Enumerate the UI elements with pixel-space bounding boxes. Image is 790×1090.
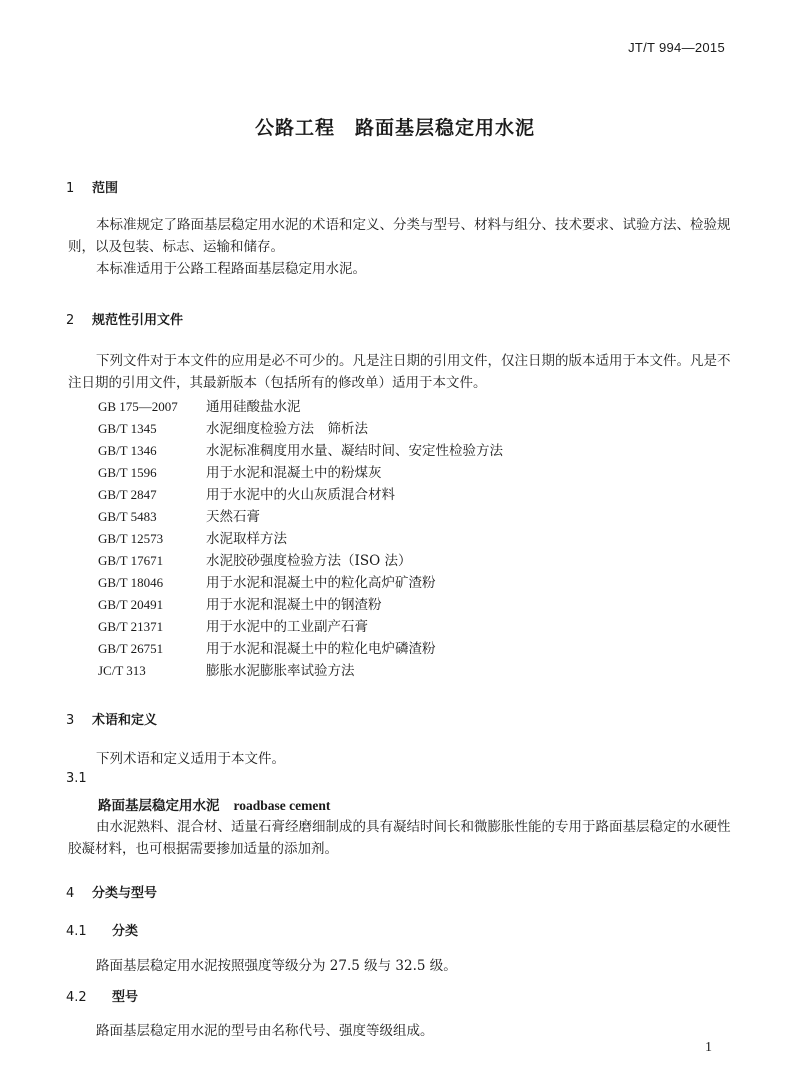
reference-title: 天然石膏 xyxy=(206,509,260,525)
reference-title: 用于水泥和混凝土中的粒化电炉磷渣粉 xyxy=(206,641,436,657)
list-item xyxy=(98,550,503,572)
list-item xyxy=(98,594,503,616)
reference-code: GB/T 1346 xyxy=(98,443,157,458)
reference-code: GB/T 12573 xyxy=(98,531,164,546)
list-item xyxy=(98,440,503,462)
reference-code: GB/T 18046 xyxy=(98,575,164,590)
reference-code: GB 175—2007 xyxy=(98,399,178,414)
reference-code: GB/T 1345 xyxy=(98,421,157,436)
reference-title: 用于水泥和混凝土中的钢渣粉 xyxy=(206,597,382,613)
section-title: 规范性引用文件 xyxy=(92,313,184,328)
reference-title: 用于水泥中的火山灰质混合材料 xyxy=(206,487,395,503)
section-4-heading xyxy=(66,882,157,901)
term-heading xyxy=(98,794,330,814)
term-number: 3.1 xyxy=(66,771,87,786)
reference-code: GB/T 26751 xyxy=(98,641,164,656)
subsection-4-2-heading xyxy=(66,986,138,1005)
list-item xyxy=(98,616,503,638)
subsection-number: 4.1 xyxy=(66,924,87,939)
reference-title: 用于水泥和混凝土中的粒化高炉矿渣粉 xyxy=(206,575,436,591)
section-1-heading xyxy=(66,177,118,196)
term-english: roadbase cement xyxy=(233,798,331,813)
reference-title: 用于水泥中的工业副产石膏 xyxy=(206,619,368,635)
reference-title: 用于水泥和混凝土中的粉煤灰 xyxy=(206,465,382,481)
reference-code: JC/T 313 xyxy=(98,663,146,678)
section-number: 2 xyxy=(66,313,75,328)
normative-references-list xyxy=(98,396,503,682)
list-item xyxy=(98,484,503,506)
section-2-paragraph-1: 下列文件对于本文件的应用是必不可少的。凡是注日期的引用文件，仅注日期的版本适用于本文件。凡是不注日期的引用文件，其最新版本（包括所有的修改单）适用于本文件。 xyxy=(68,353,731,391)
section-number: 1 xyxy=(66,181,75,196)
section-number: 4 xyxy=(66,886,75,901)
subsection-4-1-text: 路面基层稳定用水泥按照强度等级分为 27.5 级与 32.5 级。 xyxy=(96,958,457,974)
section-1-paragraph-1: 本标准规定了路面基层稳定用水泥的术语和定义、分类与型号、材料与组分、技术要求、试验方法、检验规则，以及包装、标志、运输和储存。 xyxy=(68,217,731,255)
subsection-title: 型号 xyxy=(112,990,139,1005)
section-2-heading xyxy=(66,309,183,328)
reference-code: GB/T 17671 xyxy=(98,553,164,568)
list-item xyxy=(98,418,503,440)
section-title: 分类与型号 xyxy=(92,886,158,901)
subsection-4-2-text: 路面基层稳定用水泥的型号由名称代号、强度等级组成。 xyxy=(96,1023,434,1039)
list-item xyxy=(98,506,503,528)
section-1-paragraph-2: 本标准适用于公路工程路面基层稳定用水泥。 xyxy=(96,261,366,277)
subsection-number: 4.2 xyxy=(66,990,87,1005)
term-chinese: 路面基层稳定用水泥 xyxy=(98,798,220,814)
standard-code: JT/T 994—2015 xyxy=(628,40,725,55)
page-number: 1 xyxy=(705,1040,712,1055)
reference-title: 膨胀水泥膨胀率试验方法 xyxy=(206,663,355,679)
list-item xyxy=(98,572,503,594)
reference-code: GB/T 21371 xyxy=(98,619,164,634)
reference-title: 通用硅酸盐水泥 xyxy=(206,399,301,415)
reference-code: GB/T 5483 xyxy=(98,509,157,524)
list-item xyxy=(98,462,503,484)
reference-code: GB/T 1596 xyxy=(98,465,157,480)
section-number: 3 xyxy=(66,713,75,728)
page-title: 公路工程 路面基层稳定用水泥 xyxy=(254,117,535,139)
reference-title: 水泥细度检验方法 筛析法 xyxy=(206,421,368,437)
reference-title: 水泥取样方法 xyxy=(206,531,287,547)
reference-title: 水泥标准稠度用水量、凝结时间、安定性检验方法 xyxy=(206,443,503,459)
reference-code: GB/T 2847 xyxy=(98,487,157,502)
reference-title: 水泥胶砂强度检验方法（ISO 法） xyxy=(206,553,412,569)
subsection-title: 分类 xyxy=(112,924,139,939)
list-item xyxy=(98,660,503,682)
section-3-paragraph-1: 下列术语和定义适用于本文件。 xyxy=(96,751,285,767)
reference-code: GB/T 20491 xyxy=(98,597,164,612)
section-3-heading xyxy=(66,709,157,728)
section-title: 术语和定义 xyxy=(92,713,158,728)
section-title: 范围 xyxy=(92,181,119,196)
list-item xyxy=(98,638,503,660)
list-item xyxy=(98,528,503,550)
term-definition: 由水泥熟料、混合材、适量石膏经磨细制成的具有凝结时间长和微膨胀性能的专用于路面基层稳定的水硬性胶凝材料，也可根据需要掺加适量的添加剂。 xyxy=(68,819,731,857)
list-item xyxy=(98,396,503,418)
subsection-4-1-heading xyxy=(66,920,138,939)
